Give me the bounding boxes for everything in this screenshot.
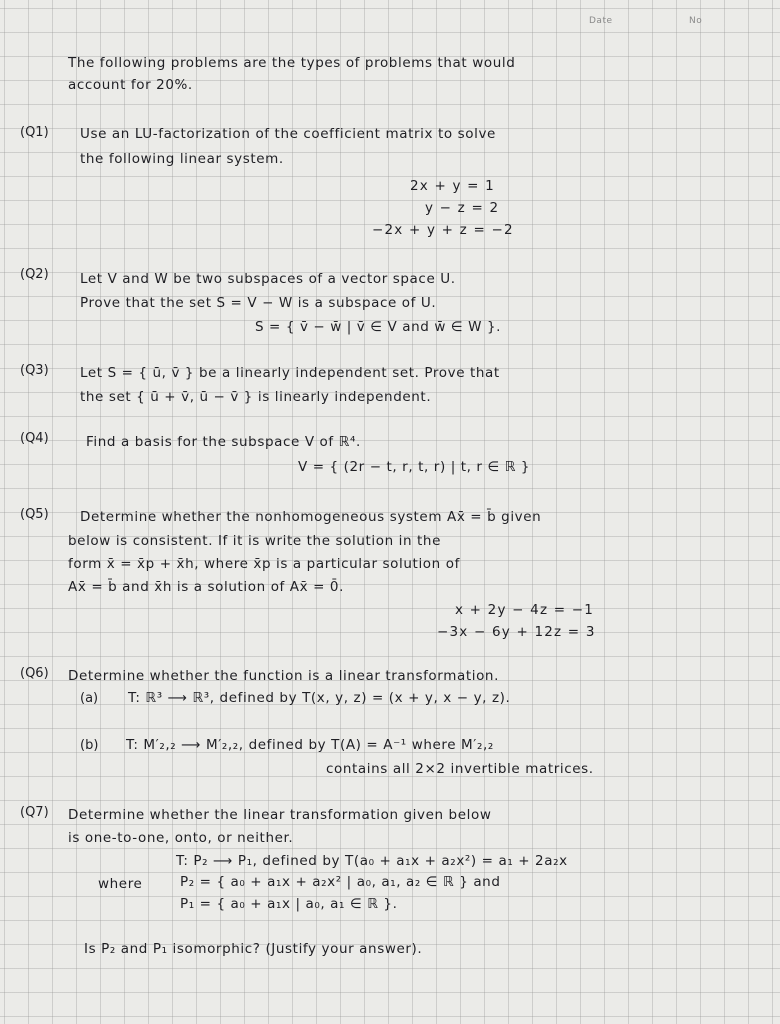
question-6-part-b-line-2: contains all 2×2 invertible matrices. (326, 761, 594, 777)
question-6-label: (Q6) (20, 666, 49, 681)
question-5-line-4: Ax̄ = b̄ and x̄h is a solution of Ax̄ = 0̄. (68, 579, 344, 595)
date-label: Date (589, 16, 613, 26)
question-7-line-5: P₁ = { a₀ + a₁x | a₀, a₁ ∈ ℝ }. (180, 896, 398, 912)
question-2-label: (Q2) (20, 267, 49, 282)
question-7-line-3: T: P₂ ⟶ P₁, defined by T(a₀ + a₁x + a₂x²) = a₁ + 2a₂x (176, 853, 568, 869)
question-7-line-1: Determine whether the linear transformation given below (68, 807, 492, 823)
question-4-line-1: Find a basis for the subspace V of ℝ⁴. (86, 434, 361, 450)
question-7-label: (Q7) (20, 805, 49, 820)
question-7-line-4: P₂ = { a₀ + a₁x + a₂x² | a₀, a₁, a₂ ∈ ℝ } and (180, 874, 501, 890)
question-5-equation-1: x + 2y − 4z = −1 (455, 602, 595, 618)
question-4-line-2: V = { (2r − t, r, t, r) | t, r ∈ ℝ } (298, 459, 531, 475)
question-7-where-label: where (98, 876, 143, 892)
question-6-line-1: Determine whether the function is a linear transformation. (68, 668, 499, 684)
question-6-part-b: T: M′₂,₂ ⟶ M′₂,₂, defined by T(A) = A⁻¹ where M′₂,₂ (126, 737, 494, 753)
question-7-line-6: Is P₂ and P₁ isomorphic? (Justify your answer). (84, 941, 423, 957)
question-3-label: (Q3) (20, 363, 49, 378)
question-1-equation-1: 2x + y = 1 (410, 178, 495, 194)
question-1-label: (Q1) (20, 125, 49, 140)
number-label: No (689, 16, 703, 26)
question-5-line-1: Determine whether the nonhomogeneous system Ax̄ = b̄ given (80, 509, 542, 525)
question-2-line-2: Prove that the set S = V − W is a subspace of U. (80, 295, 437, 311)
question-5-equation-2: −3x − 6y + 12z = 3 (437, 624, 596, 640)
question-4-label: (Q4) (20, 431, 49, 446)
question-2-line-3: S = { v̄ − w̄ | v̄ ∈ V and w̄ ∈ W }. (255, 319, 502, 335)
question-3-line-2: the set { ū + v̄, ū − v̄ } is linearly independent. (80, 389, 432, 405)
question-1-equation-3: −2x + y + z = −2 (372, 222, 514, 238)
question-6-part-b-label: (b) (80, 738, 99, 753)
question-6-part-a: T: ℝ³ ⟶ ℝ³, defined by T(x, y, z) = (x + y, x − y, z). (128, 690, 511, 706)
question-1-line-1: Use an LU-factorization of the coefficient matrix to solve (80, 126, 496, 142)
question-3-line-1: Let S = { ū, v̄ } be a linearly independent set. Prove that (80, 365, 500, 381)
question-5-line-3: form x̄ = x̄p + x̄h, where x̄p is a particular solution of (68, 556, 460, 572)
question-1-equation-2: y − z = 2 (425, 200, 500, 216)
question-6-part-a-label: (a) (80, 691, 99, 706)
intro-line-2: account for 20%. (68, 77, 193, 93)
question-1-line-2: the following linear system. (80, 151, 284, 167)
question-5-line-2: below is consistent. If it is write the solution in the (68, 533, 441, 549)
question-7-line-2: is one-to-one, onto, or neither. (68, 830, 294, 846)
question-2-line-1: Let V and W be two subspaces of a vector space U. (80, 271, 456, 287)
question-5-label: (Q5) (20, 507, 49, 522)
intro-line-1: The following problems are the types of problems that would (68, 55, 516, 71)
